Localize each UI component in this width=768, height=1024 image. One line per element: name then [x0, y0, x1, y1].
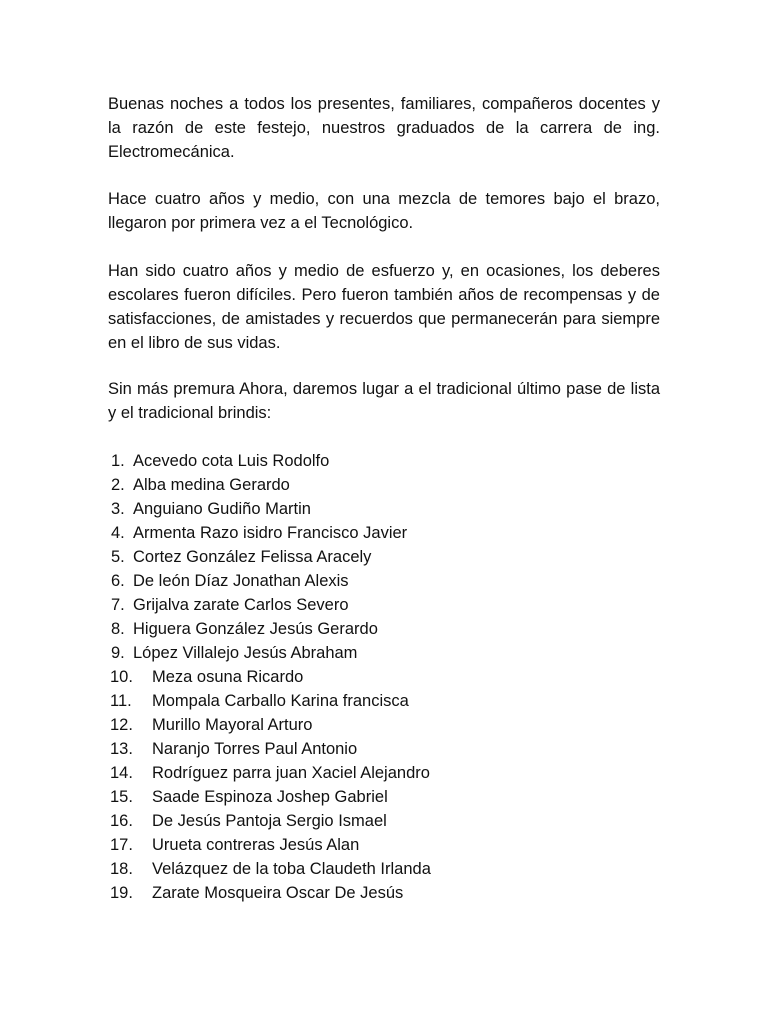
arrival-paragraph	[108, 187, 660, 235]
graduate-list-item	[108, 617, 668, 641]
graduate-name: De Jesús Pantoja Sergio Ismael	[152, 812, 387, 830]
graduate-name: Naranjo Torres Paul Antonio	[152, 740, 358, 758]
list-number: 12.	[110, 716, 133, 734]
graduate-name: Acevedo cota Luis Rodolfo	[133, 452, 330, 470]
paragraph-text: Han sido cuatro años y medio de esfuerzo y, en ocasiones, los deberes escolares fueron difíciles. Pero fueron también años de recompensas y de satisfacciones, de amistades y recuerdos que permanecerán para siempre en el libro de sus vidas.	[108, 262, 660, 352]
list-number: 1.	[111, 452, 125, 470]
graduate-list-item	[108, 689, 668, 713]
graduate-name: Saade Espinoza Joshep Gabriel	[152, 788, 388, 806]
graduate-name: Rodríguez parra juan Xaciel Alejandro	[152, 764, 430, 782]
list-number: 4.	[111, 524, 125, 542]
paragraph-text: Sin más premura Ahora, daremos lugar a el tradicional último pase de lista y el tradicional brindis:	[108, 380, 660, 422]
graduate-name: Cortez González Felissa Aracely	[133, 548, 372, 566]
paragraph-text: Buenas noches a todos los presentes, familiares, compañeros docentes y la razón de este festejo, nuestros graduados de la carrera de ing. Electromecánica.	[108, 95, 660, 161]
graduate-name: De león Díaz Jonathan Alexis	[133, 572, 349, 590]
graduate-list-item	[108, 593, 668, 617]
list-number: 6.	[111, 572, 125, 590]
graduate-list-item	[108, 833, 668, 857]
list-number: 3.	[111, 500, 125, 518]
list-number: 2.	[111, 476, 125, 494]
list-number: 16.	[110, 812, 133, 830]
list-number: 7.	[111, 596, 125, 614]
roll-call-intro-paragraph	[108, 377, 660, 425]
graduate-name: Urueta contreras Jesús Alan	[152, 836, 360, 854]
graduate-name: Murillo Mayoral Arturo	[152, 716, 313, 734]
graduate-list-item	[108, 737, 668, 761]
graduate-list-item	[108, 809, 668, 833]
effort-paragraph	[108, 259, 660, 355]
graduate-name: Alba medina Gerardo	[133, 476, 290, 494]
graduates-list	[108, 449, 668, 905]
graduate-list-item	[108, 785, 668, 809]
list-number: 19.	[110, 884, 133, 902]
greeting-paragraph	[108, 92, 660, 164]
graduate-name: Higuera González Jesús Gerardo	[133, 620, 378, 638]
graduate-list-item	[108, 473, 668, 497]
list-number: 9.	[111, 644, 125, 662]
list-number: 14.	[110, 764, 133, 782]
list-number: 17.	[110, 836, 133, 854]
list-number: 10.	[110, 668, 133, 686]
graduate-name: Meza osuna Ricardo	[152, 668, 304, 686]
graduate-name: Velázquez de la toba Claudeth Irlanda	[152, 860, 431, 878]
graduate-list-item	[108, 449, 668, 473]
graduate-name: Zarate Mosqueira Oscar De Jesús	[152, 884, 404, 902]
graduate-list-item	[108, 713, 668, 737]
graduate-name: Grijalva zarate Carlos Severo	[133, 596, 349, 614]
paragraph-text: Hace cuatro años y medio, con una mezcla de temores bajo el brazo, llegaron por primera vez a el Tecnológico.	[108, 190, 660, 232]
list-number: 13.	[110, 740, 133, 758]
graduate-list-item	[108, 545, 668, 569]
list-number: 5.	[111, 548, 125, 566]
graduate-list-item	[108, 497, 668, 521]
graduate-name: Mompala Carballo Karina francisca	[152, 692, 409, 710]
graduate-list-item	[108, 761, 668, 785]
graduate-list-item	[108, 857, 668, 881]
list-number: 8.	[111, 620, 125, 638]
graduate-name: Armenta Razo isidro Francisco Javier	[133, 524, 408, 542]
list-number: 18.	[110, 860, 133, 878]
graduate-name: Anguiano Gudiño Martin	[133, 500, 311, 518]
graduate-list-item	[108, 521, 668, 545]
graduate-list-item	[108, 881, 668, 905]
graduate-list-item	[108, 665, 668, 689]
graduate-list-item	[108, 641, 668, 665]
list-number: 11.	[110, 692, 132, 710]
list-number: 15.	[110, 788, 133, 806]
graduate-name: López Villalejo Jesús Abraham	[133, 644, 358, 662]
graduate-list-item	[108, 569, 668, 593]
